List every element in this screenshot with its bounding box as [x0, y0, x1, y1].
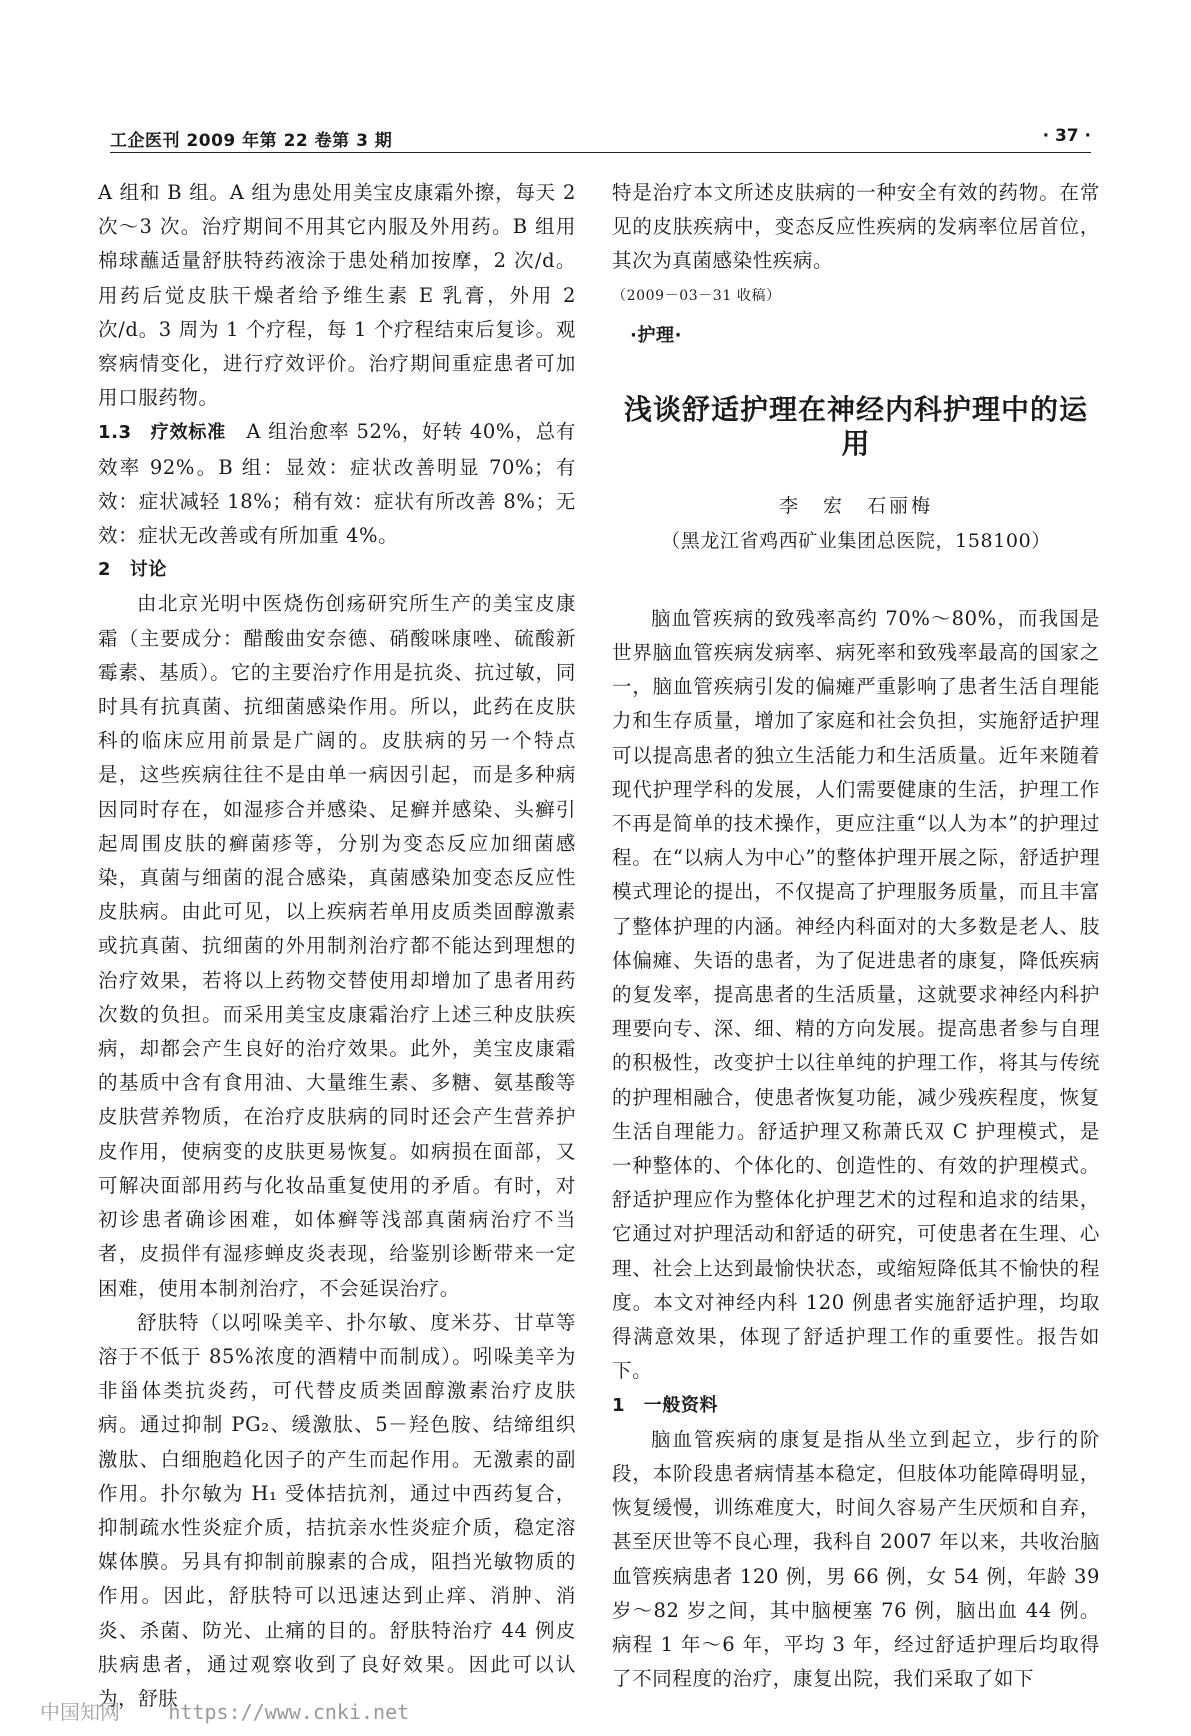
received-date: （2009－03－31 收稿） [612, 287, 781, 304]
page-number: · 37 · [1042, 126, 1091, 146]
right-column [612, 176, 1100, 1696]
category-label: ·护理· [630, 324, 683, 346]
paragraph: 由北京光明中医烧伤创疡研究所生产的美宝皮康霜（主要成分：醋酸曲安奈德、硝酸咪康唑、硫酸新霉素、基质）。它的主要治疗作用是抗炎、抗过敏，同时具有抗真菌、抗细菌感染作用。所以，此药在皮肤科的临床应用前景是广阔的。皮肤病的另一个特点是，这些疾病往往不是由单一病因引起，而是多种病因同时存在，如湿疹合并感染、足癣并感染、头癣引起周围皮肤的癣菌疹等，分别为变态反应加细菌感染，真菌与细菌的混合感染，真菌感染加变态反应性皮肤病。由此可见，以上疾病若单用皮质类固醇激素或抗真菌、抗细菌的外用制剂治疗都不能达到理想的治疗效果，若将以上药物交替使用却增加了患者用药次数的负担。而采用美宝皮康霜治疗上述三种皮肤疾病，却都会产生良好的治疗效果。此外，美宝皮康霜的基质中含有食用油、大量维生素、多糖、氨基酸等皮肤营养物质，在治疗皮肤病的同时还会产生营养护皮作用，使病变的皮肤更易恢复。如病损在面部，又可解决面部用药与化妆品重复使用的矛盾。有时，对初诊患者确诊困难，如体癣等浅部真菌病治疗不当者，皮损伴有湿疹蝉皮炎表现，给鉴别诊断带来一定困难，使用本制剂治疗，不会延误治疗。 [98, 592, 576, 1300]
affiliation: （黑龙江省鸡西矿业集团总医院，158100） [661, 529, 1051, 552]
paragraph: 特是治疗本文所述皮肤病的一种安全有效的药物。在常见的皮肤疾病中，变态反应性疾病的发病率位居首位，其次为真菌感染性疾病。 [612, 181, 1100, 273]
running-header [110, 116, 1091, 153]
section-heading: 1.3 疗效标准 [98, 422, 227, 444]
section-text: A 组治愈率 52%，好转 40%，总有效率 92%。B 组：显效：症状改善明显 70%；有效：症状减轻 18%；稍有效：症状有所改善 8%；无效：症状无改善或有所加重 4%。 [98, 420, 577, 548]
authors: 李 宏 石丽梅 [778, 495, 933, 518]
watermark-url: https://www.cnki.net [168, 1700, 410, 1724]
left-column [98, 176, 576, 1716]
paragraph: A 组和 B 组。A 组为患处用美宝皮康霜外擦，每天 2 次～3 次。治疗期间不用其它内服及外用药。B 组用棉球蘸适量舒肤特药液涂于患处稍加按摩，2 次/d。用药后觉皮肤干燥者给予维生素 E 乳膏，外用 2 次/d。3 周为 1 个疗程，每 1 个疗程结束后复诊。观察病情变化，进行疗效评价。治疗期间重症患者可加用口服药物。 [98, 181, 576, 410]
watermark-site-name: 中国知网 [40, 1700, 120, 1724]
paragraph: 舒肤特（以吲哚美辛、扑尔敏、度米芬、甘草等溶于不低于 85%浓度的酒精中而制成）。吲哚美辛为非甾体类抗炎药，可代替皮质类固醇激素治疗皮肤病。通过抑制 PG₂、缓激肽、5－羟色胺、结缔组织激肽、白细胞趋化因子的产生而起作用。无激素的副作用。扑尔敏为 H₁ 受体拮抗剂，通过中西药复合，抑制疏水性炎症介质，拮抗亲水性炎症介质，稳定溶媒体膜。另具有抑制前腺素的合成，阻挡光敏物质的作用。因此，舒肤特可以迅速达到止痒、消肿、消炎、杀菌、防光、止痛的目的。舒肤特治疗 44 例皮肤病患者，通过观察收到了良好效果。因此可以认为，舒肤 [98, 1310, 576, 1710]
journal-title: 工企医刊 2009 年第 22 卷第 3 期 [110, 131, 393, 151]
paragraph: 脑血管疾病的致残率高约 70%～80%，而我国是世界脑血管疾病发病率、病死率和致残率最高的国家之一，脑血管疾病引发的偏瘫严重影响了患者生活自理能力和生存质量，增加了家庭和社会负担，实施舒适护理可以提高患者的独立生活能力和生活质量。近年来随着现代护理学科的发展，人们需要健康的生活，护理工作不再是简单的技术操作，更应注重“以人为本”的护理过程。在“以病人为中心”的整体护理开展之际，舒适护理模式理论的提出，不仅提高了护理服务质量，而且丰富了整体护理的内涵。神经内科面对的大多数是老人、肢体偏瘫、失语的患者，为了促进患者的康复，降低疾病的复发率，提高患者的生活质量，这就要求神经内科护理要向专、深、细、精的方向发展。提高患者参与自理的积极性，改变护士以往单纯的护理工作，将其与传统的护理相融合，使患者恢复功能，减少残疾程度，恢复生活自理能力。舒适护理又称萧氏双 C 护理模式，是一种整体的、个体化的、创造性的、有效的护理模式。舒适护理应作为整体化护理艺术的过程和追求的结果，它通过对护理活动和舒适的研究，可使患者在生理、心理、社会上达到最愉快状态，或缩短降低其不愉快的程度。本文对神经内科 120 例患者实施舒适护理，均取得满意效果，体现了舒适护理工作的重要性。报告如下。 [612, 606, 1100, 1383]
paragraph: 脑血管疾病的康复是指从坐立到起立，步行的阶段，本阶段患者病情基本稳定，但肢体功能障碍明显，恢复缓慢，训练难度大，时间久容易产生厌烦和自弃，甚至厌世等不良心理，我科自 2007 年以来，共收治脑血管疾病患者 120 例，男 66 例，女 54 例，年龄 39 岁～82 岁之间，其中脑梗塞 76 例，脑出血 44 例。病程 1 年～6 年，平均 3 年，经过舒适护理后均取得了不同程度的治疗，康复出院，我们采取了如下 [612, 1427, 1100, 1691]
cnki-watermark [40, 1696, 409, 1725]
section-heading: 2 讨论 [98, 559, 167, 581]
section-1-3 [98, 415, 576, 553]
section-heading: 1 一般资料 [612, 1394, 719, 1416]
article-title: 浅谈舒适护理在神经内科护理中的运用 [623, 393, 1088, 461]
